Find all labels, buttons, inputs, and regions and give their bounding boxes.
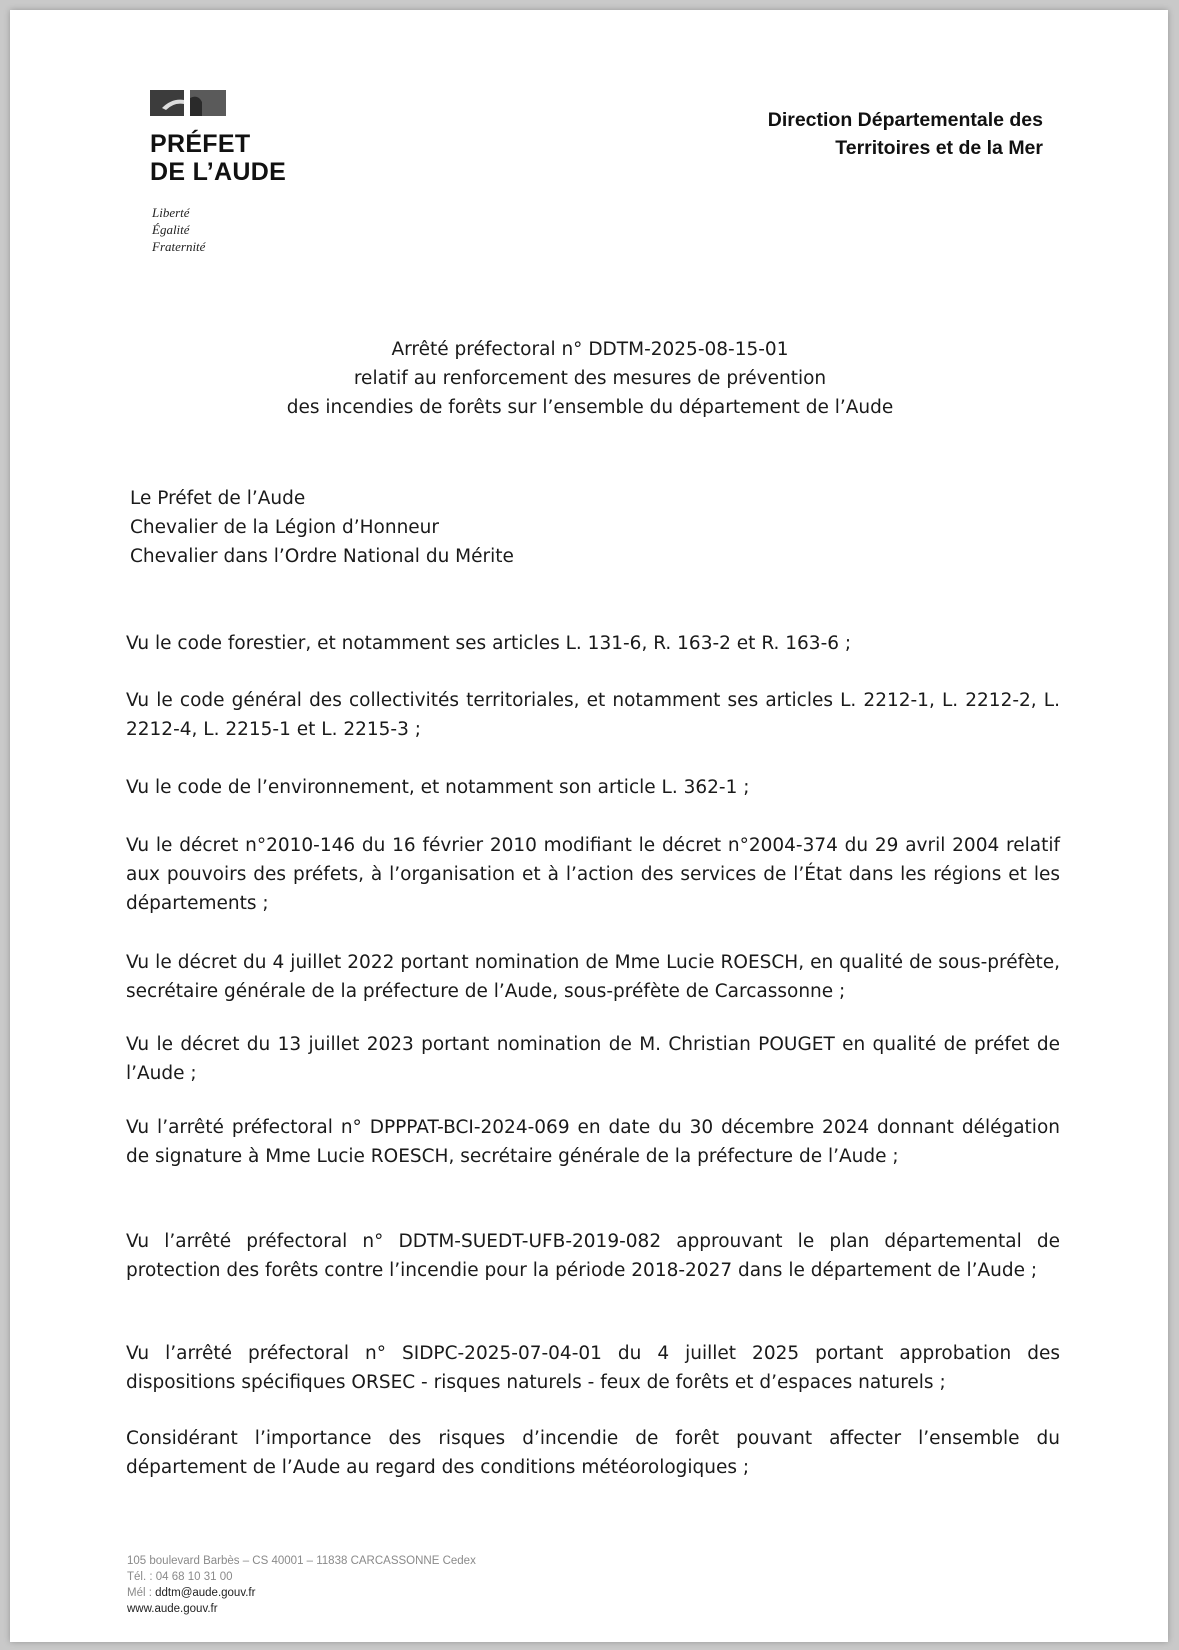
prefet-block [130, 484, 514, 571]
visa-paragraph [126, 1339, 1060, 1397]
arrete-title [130, 335, 1050, 422]
visa-paragraph [126, 948, 1060, 1006]
visa-text: Vu le code général des collectivités territoriales, et notamment ses articles L. 2212-1, L. 2212-2, L. 2212-4, L. 2215-1 et L. 2215-3 ; [126, 690, 1060, 740]
footer-email-link[interactable]: ddtm@aude.gouv.fr [155, 1587, 256, 1599]
footer-phone: Tél. : 04 68 10 31 00 [127, 1571, 233, 1583]
considerant-paragraph [126, 1424, 1060, 1482]
title-line-2: relatif au renforcement des mesures de prévention [353, 368, 827, 389]
visa-paragraph [126, 831, 1060, 918]
republic-motto [152, 204, 205, 255]
visa-paragraph [126, 1113, 1060, 1171]
footer-street: 105 boulevard Barbès – CS 40001 – 11838 CARCASSONNE Cedex [127, 1555, 476, 1567]
document-page [10, 10, 1168, 1642]
visa-paragraph [126, 629, 1060, 658]
visa-text: Vu le décret n°2010-146 du 16 février 2010 modifiant le décret n°2004-374 du 29 avril 2004 relatif aux pouvoirs des préfets, à l’organisation et à l’action des services de l’État dans les régions et les départements ; [126, 835, 1060, 914]
motto-liberte: Liberté [152, 205, 190, 220]
logo-title [150, 130, 286, 186]
motto-fraternite: Fraternité [152, 239, 206, 254]
title-line-3: des incendies de forêts sur l’ensemble du département de l’Aude [286, 397, 894, 418]
prefet-line-3: Chevalier dans l’Ordre National du Mérite [130, 546, 514, 567]
visa-text: Vu l’arrêté préfectoral n° SIDPC-2025-07-04-01 du 4 juillet 2025 portant approbation des dispositions spécifiques ORSEC - risques naturels - feux de forêts et d’espaces naturels ; [126, 1343, 1060, 1393]
visa-text: Vu le décret du 4 juillet 2022 portant nomination de Mme Lucie ROESCH, en qualité de sous-préfète, secrétaire générale de la préfecture de l’Aude, sous-préfète de Carcassonne ; [126, 952, 1060, 1002]
direction-line-2: Territoires et de la Mer [835, 137, 1043, 159]
prefet-line-1: Le Préfet de l’Aude [130, 488, 306, 509]
considerant-text: Considérant l’importance des risques d’incendie de forêt pouvant affecter l’ensemble du département de l’Aude au regard des conditions météorologiques ; [126, 1428, 1060, 1478]
visa-text: Vu l’arrêté préfectoral n° DPPPAT-BCI-2024-069 en date du 30 décembre 2024 donnant délégation de signature à Mme Lucie ROESCH, secrétaire générale de la préfecture de l’Aude ; [126, 1117, 1060, 1167]
visa-text: Vu le code de l’environnement, et notamment son article L. 362-1 ; [126, 777, 750, 798]
visa-text: Vu le code forestier, et notamment ses articles L. 131-6, R. 163-2 et R. 163-6 ; [126, 633, 852, 654]
direction-header [768, 106, 1043, 162]
title-line-1: Arrêté préfectoral n° DDTM-2025-08-15-01 [391, 339, 789, 360]
visa-text: Vu le décret du 13 juillet 2023 portant nomination de M. Christian POUGET en qualité de préfet de l’Aude ; [126, 1034, 1060, 1084]
visa-paragraph [126, 686, 1060, 744]
footer-email-label: Mél : [127, 1587, 152, 1599]
footer-website-link[interactable]: www.aude.gouv.fr [127, 1603, 218, 1615]
logo-line-aude: DE L’AUDE [150, 158, 287, 186]
visa-paragraph [126, 1227, 1060, 1285]
prefet-line-2: Chevalier de la Légion d’Honneur [130, 517, 440, 538]
motto-egalite: Égalité [152, 222, 190, 237]
direction-line-1: Direction Départementale des [767, 109, 1043, 131]
footer-address [127, 1553, 476, 1617]
logo-line-prefet: PRÉFET [150, 130, 251, 158]
visa-text: Vu l’arrêté préfectoral n° DDTM-SUEDT-UFB-2019-082 approuvant le plan départemental de protection des forêts contre l’incendie pour la période 2018-2027 dans le département de l’Aude ; [126, 1231, 1060, 1281]
visa-paragraph [126, 1030, 1060, 1088]
marianne-flag-icon [150, 88, 226, 118]
footer-email-row [127, 1585, 476, 1601]
visa-paragraph [126, 773, 1060, 802]
